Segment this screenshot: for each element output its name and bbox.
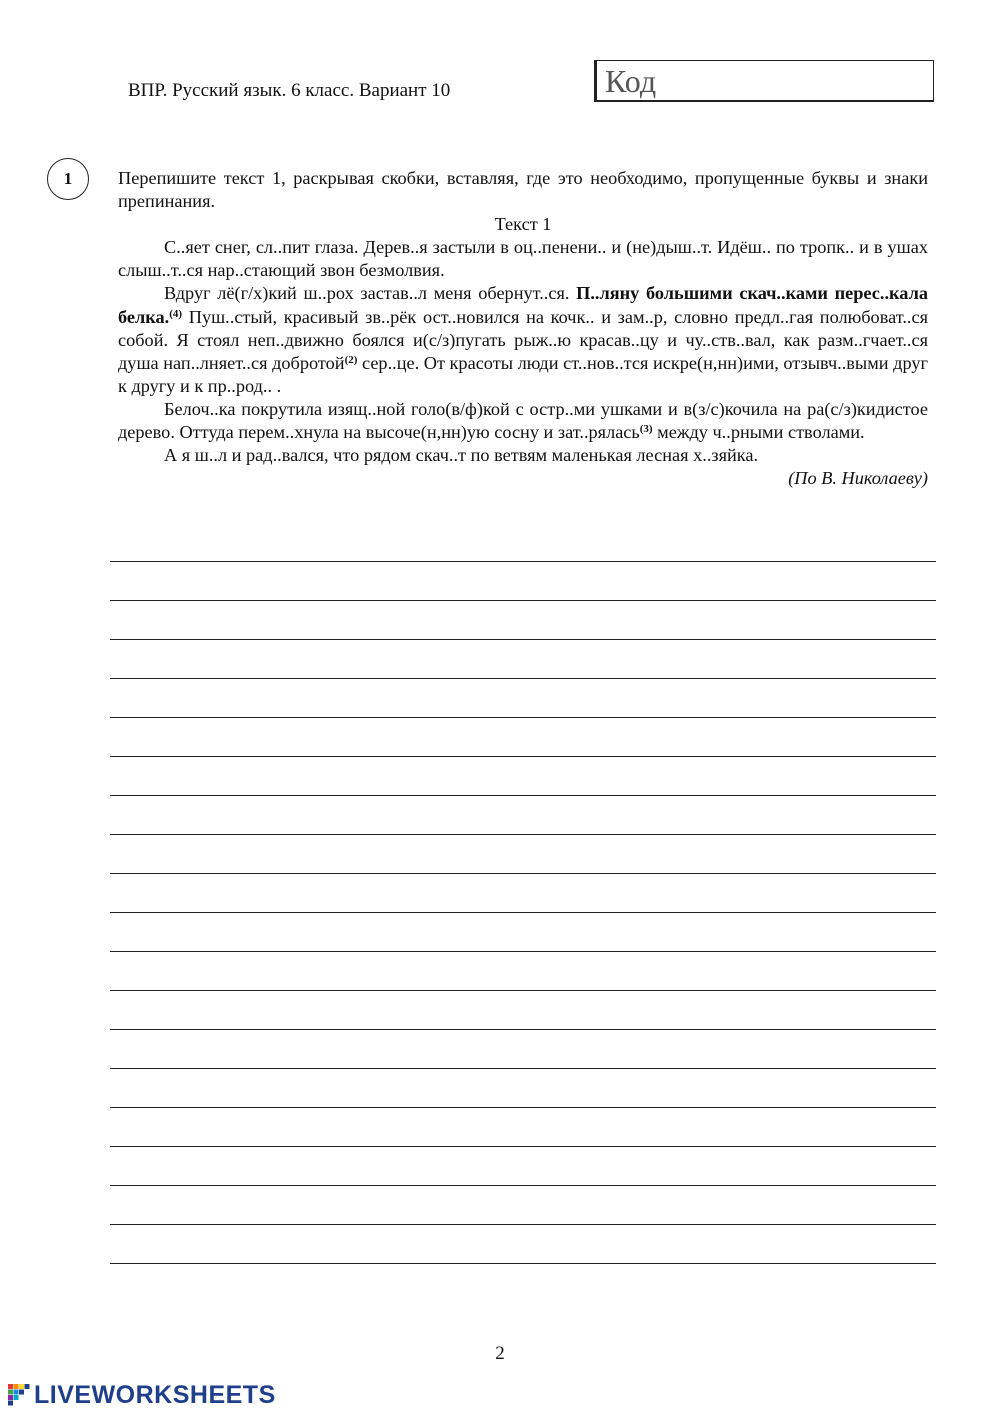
footnote-mark-4: (4) <box>169 307 183 320</box>
footnote-mark-3: (3) <box>639 423 653 436</box>
task-instruction: Перепишите текст 1, раскрывая скобки, вставляя, где это необходимо, пропущенные буквы и знаки препинания. <box>118 168 928 212</box>
paragraph-3-start: Белоч..ка покрутила изящ..ной голо(в/ф)кой с остр..ми ушками и в(з/с)кочила на ра(с/з)кидистое дерево. Оттуда перем..хнула на высоче(н,нн)ую сосну и зат..рялась <box>118 398 928 443</box>
page-number: 2 <box>495 1343 505 1364</box>
code-label: Код <box>605 63 657 99</box>
answer-line[interactable] <box>110 562 936 601</box>
footnote-mark-2: (2) <box>344 353 358 366</box>
paragraph-3-end: между ч..рными стволами. <box>652 422 865 443</box>
answer-line[interactable] <box>110 835 936 874</box>
text-paragraph-1: С..яет снег, сл..пит глаза. Дерев..я застыли в оц..пенени.. и (не)дыш..т. Идёш.. по тропк.. и в ушах слыш..т..ся нар..стающий звон безмолвия. <box>118 237 928 281</box>
answer-line[interactable] <box>110 1225 936 1264</box>
text-title: Текст 1 <box>494 214 552 235</box>
answer-line[interactable] <box>110 718 936 757</box>
answer-line[interactable] <box>110 1030 936 1069</box>
answer-line[interactable] <box>110 1108 936 1147</box>
answer-line[interactable] <box>110 874 936 913</box>
answer-line[interactable] <box>110 1186 936 1225</box>
answer-line[interactable] <box>110 1069 936 1108</box>
answer-line[interactable] <box>110 796 936 835</box>
text-paragraph-2 <box>118 282 928 397</box>
text-source: (По В. Николаеву) <box>788 468 928 489</box>
task-number-badge: 1 <box>47 158 89 200</box>
text-paragraph-4: А я ш..л и рад..вался, что рядом скач..т по ветвям маленькая лесная х..зяйка. <box>164 445 759 466</box>
answer-line[interactable] <box>110 952 936 991</box>
paragraph-2-bold-sentence: П..ляну большими скач..ками перес..кала белка. <box>118 283 928 327</box>
paragraph-2-middle: Пуш..стый, красивый зв..рёк ост..новился на кочк.. и зам..р, словно предл..гая полюбоват..ся собой. Я стоял неп..движно боялся и(с/з)пугать рыж..ю красав..цу и чу..ств..вал, как разм..гчает..ся душа нап..лняет..ся добротой <box>118 306 928 373</box>
answer-line[interactable] <box>110 601 936 640</box>
logo-text: LIVEWORKSHEETS <box>34 1380 276 1409</box>
task-content <box>118 167 928 490</box>
answer-lines[interactable] <box>110 561 936 1264</box>
answer-line[interactable] <box>110 913 936 952</box>
liveworksheets-logo-icon <box>8 1384 30 1406</box>
answer-line[interactable] <box>110 640 936 679</box>
answer-line[interactable] <box>110 1147 936 1186</box>
answer-line[interactable] <box>110 679 936 718</box>
code-input-box[interactable] <box>594 60 934 102</box>
paragraph-2-end: сер..це. От красоты люди ст..нов..тся искре(н,нн)ими, отзывч..выми друг к другу и к пр..род.. . <box>118 352 928 396</box>
answer-line[interactable] <box>110 757 936 796</box>
page-header-title: ВПР. Русский язык. 6 класс. Вариант 10 <box>128 80 451 101</box>
text-paragraph-3 <box>118 398 928 444</box>
liveworksheets-logo[interactable] <box>8 1381 276 1409</box>
paragraph-2-start: Вдруг лё(г/х)кий ш..рох застав..л меня обернут..ся. <box>164 283 577 304</box>
answer-line[interactable] <box>110 991 936 1030</box>
